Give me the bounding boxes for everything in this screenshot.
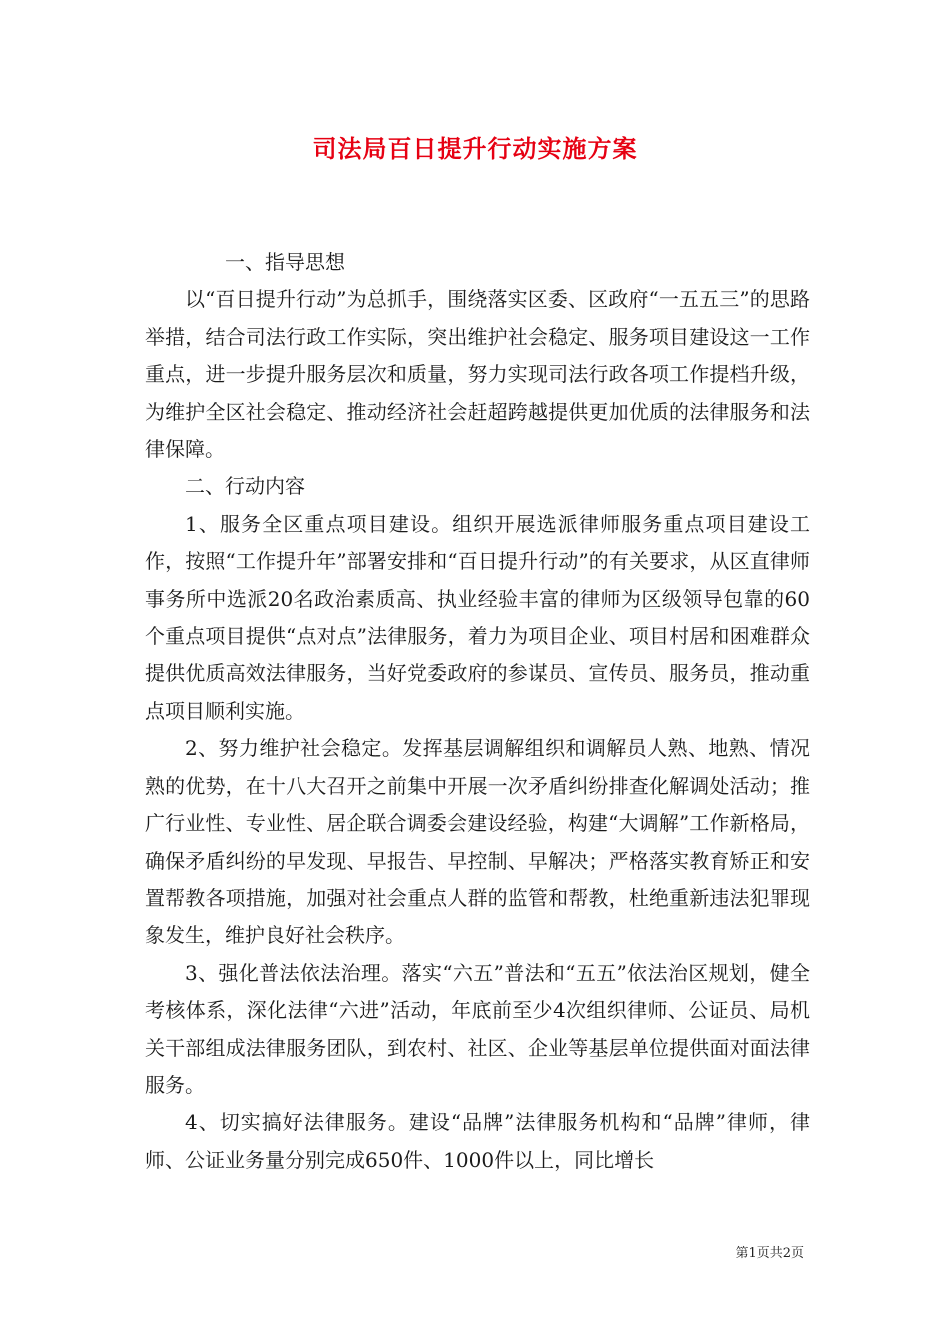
paragraph-guiding-ideology: 以“百日提升行动”为总抓手，围绕落实区委、区政府“一五五三”的思路举措，结合司法行政工作实际，突出维护社会稳定、服务项目建设这一工作重点，进一步提升服务层次和质量，努力实现司法行政各项工作提档升级，为维护全区社会稳定、推动经济社会赶超跨越提供更加优质的法律服务和法律保障。 [145,287,810,462]
page-number-footer: 第1页共2页 [735,1246,804,1261]
document-body [145,244,810,1179]
paragraph-item-3: 3、强化普法依法治理。落实“六五”普法和“五五”依法治区规划，健全考核体系，深化法律“六进”活动，年底前至少4次组织律师、公证员、局机关干部组成法律服务团队，到农村、社区、企业等基层单位提供面对面法律服务。 [145,960,810,1097]
section-heading-action-content: 二、行动内容 [185,474,305,499]
document-title: 司法局百日提升行动实施方案 [312,134,638,163]
paragraph-item-2: 2、努力维护社会稳定。发挥基层调解组织和调解员人熟、地熟、情况熟的优势，在十八大召开之前集中开展一次矛盾纠纷排查化解调处活动；推广行业性、专业性、居企联合调委会建设经验，构建“大调解”工作新格局，确保矛盾纠纷的早发现、早报告、早控制、早解决；严格落实教育矫正和安置帮教各项措施，加强对社会重点人群的监管和帮教，杜绝重新违法犯罪现象发生，维护良好社会秩序。 [145,736,810,948]
paragraph-item-1: 1、服务全区重点项目建设。组织开展选派律师服务重点项目建设工作，按照“工作提升年”部署安排和“百日提升行动”的有关要求，从区直律师事务所中选派20名政治素质高、执业经验丰富的律师为区级领导包靠的60个重点项目提供“点对点”法律服务，着力为项目企业、项目村居和困难群众提供优质高效法律服务，当好党委政府的参谋员、宣传员、服务员，推动重点项目顺利实施。 [145,511,810,723]
section-heading-guiding-ideology: 一、指导思想 [225,250,345,274]
paragraph-item-4: 4、切实搞好法律服务。建设“品牌”法律服务机构和“品牌”律师，律师、公证业务量分别完成650件、1000件以上，同比增长 [145,1110,810,1172]
